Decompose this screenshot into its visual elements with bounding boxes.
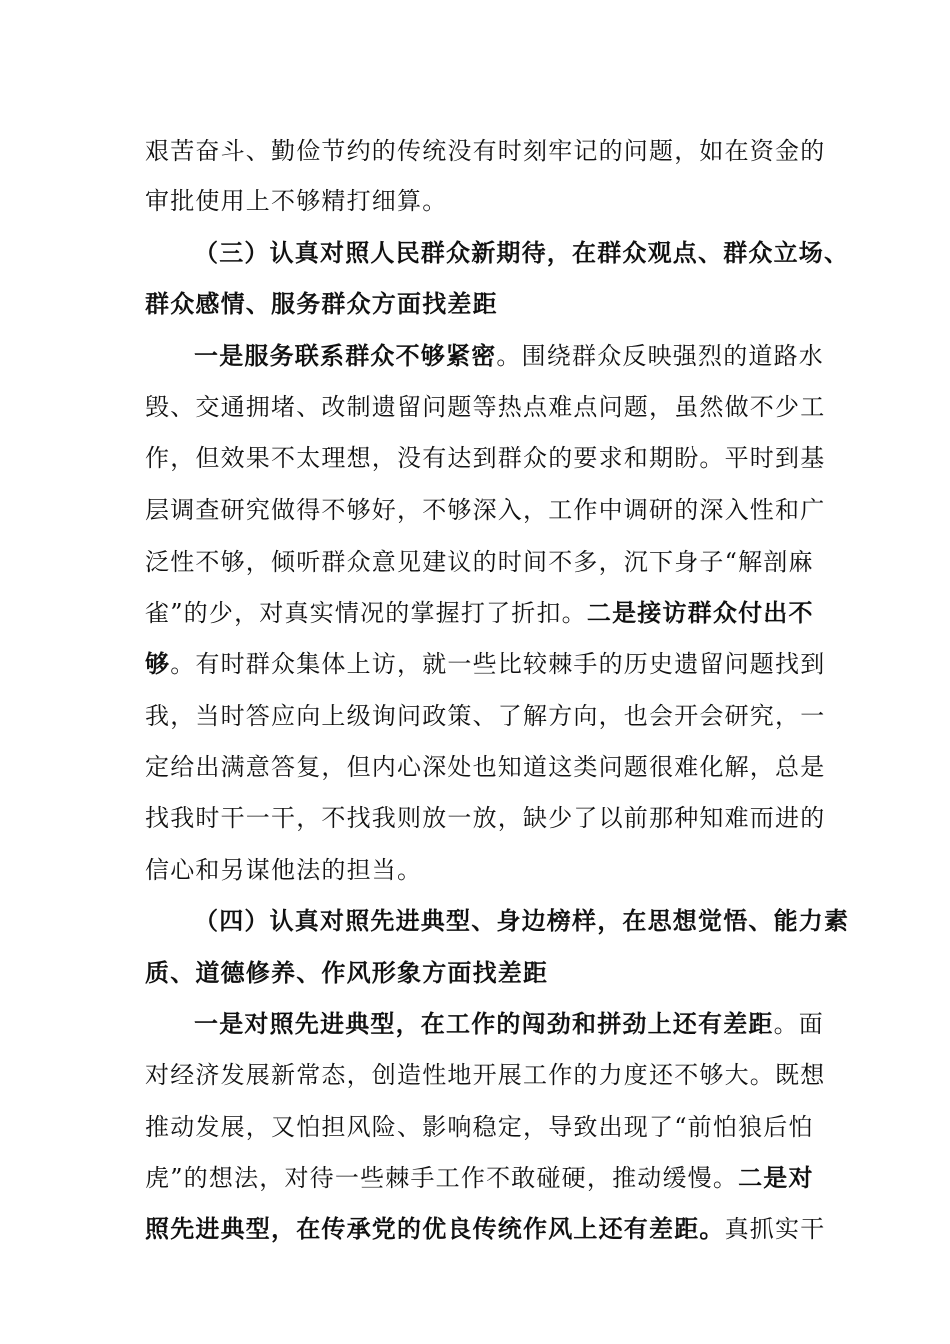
section-heading: 群众感情、服务群众方面找差距 [145, 289, 498, 318]
point-heading: 够 [145, 649, 171, 678]
text-line: 定给出满意答复，但内心深处也知道这类问题很难化解，总是 [145, 753, 826, 781]
text-line: 审批使用上不够精打细算。 [145, 187, 448, 215]
point-heading: 一是对照先进典型，在工作的闯劲和拼劲上还有差距 [194, 1009, 774, 1038]
text-line: 雀”的少，对真实情况的掌握打了折扣。二是接访群众付出不 [145, 598, 814, 627]
point-heading: 二是接访群众付出不 [586, 598, 814, 627]
text-line: 层调查研究做得不够好，不够深入，工作中调研的深入性和广 [145, 496, 826, 524]
text-line: 艰苦奋斗、勤俭节约的传统没有时刻牢记的问题，如在资金的 [145, 137, 826, 165]
text-line: 毁、交通拥堵、改制遗留问题等热点难点问题，虽然做不少工 [145, 393, 826, 421]
text-line: 一是对照先进典型，在工作的闯劲和拼劲上还有差距。面 [194, 1009, 825, 1038]
point-heading: 一是服务联系群众不够紧密 [194, 341, 497, 370]
text-line: 够。有时群众集体上访，就一些比较棘手的历史遗留问题找到 [145, 649, 826, 678]
text-line: 虎”的想法，对待一些棘手工作不敢碰硬，推动缓慢。二是对 [145, 1163, 814, 1192]
text-line: 我，当时答应向上级询问政策、了解方向，也会开会研究，一 [145, 702, 826, 730]
text-line: 对经济发展新常态，创造性地开展工作的力度还不够大。既想 [145, 1061, 826, 1089]
point-heading: 照先进典型，在传承党的优良传统作风上还有差距。 [145, 1214, 725, 1243]
section-heading: （三）认真对照人民群众新期待，在群众观点、群众立场、 [194, 238, 850, 267]
text-line: 推动发展，又怕担风险、影响稳定，导致出现了“前怕狼后怕 [145, 1113, 814, 1141]
section-heading: 质、道德修养、作风形象方面找差距 [145, 958, 549, 987]
text-line: 作，但效果不太理想，没有达到群众的要求和期盼。平时到基 [145, 444, 826, 472]
text-line: 找我时干一干，不找我则放一放，缺少了以前那种知难而进的 [145, 804, 826, 832]
text-line: 照先进典型，在传承党的优良传统作风上还有差距。真抓实干 [145, 1214, 826, 1243]
text-line: 信心和另谋他法的担当。 [145, 856, 423, 884]
point-heading: 二是对 [738, 1163, 814, 1192]
text-line: 泛性不够，倾听群众意见建议的时间不多，沉下身子“解剖麻 [145, 548, 814, 576]
text-line: 一是服务联系群众不够紧密。围绕群众反映强烈的道路水 [194, 341, 825, 370]
section-heading: （四）认真对照先进典型、身边榜样，在思想觉悟、能力素 [194, 906, 850, 935]
